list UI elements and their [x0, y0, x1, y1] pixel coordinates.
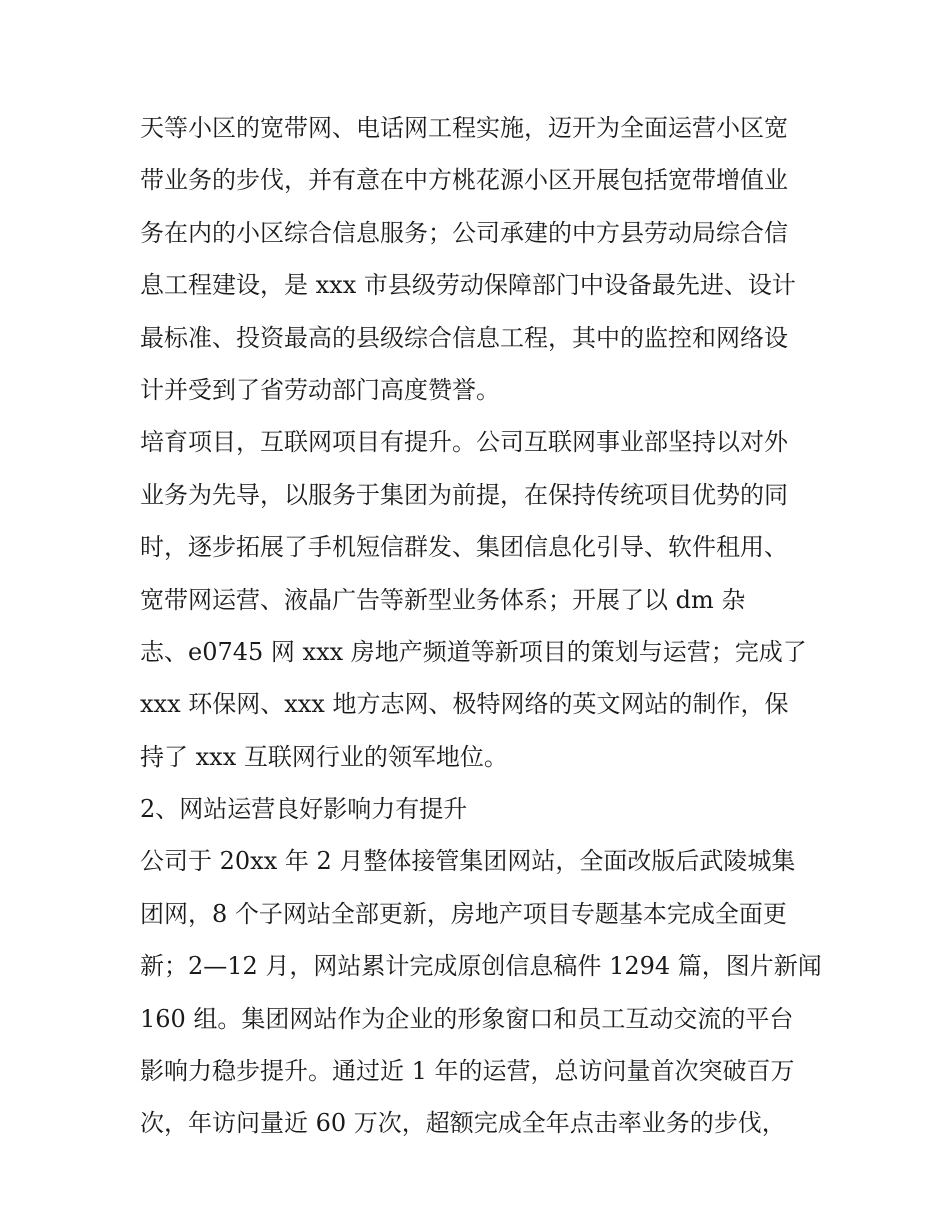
text-line: 持了 xxx 互联网行业的领军地位。 [140, 742, 508, 771]
text-line: 志、e0745 网 xxx 房地产频道等新项目的策划与运营；完成了 [140, 637, 807, 666]
text-line: 公司于 20xx 年 2 月整体接管集团网站，全面改版后武陵城集 [140, 847, 796, 876]
text-line: 160 组。集团网站作为企业的形象窗口和员工互动交流的平台 [140, 1004, 794, 1033]
text-line: 业务为先导，以服务于集团为前提，在保持传统项目优势的同 [140, 480, 788, 509]
text-line: 天等小区的宽带网、电话网工程实施，迈开为全面运营小区宽 [140, 114, 788, 142]
text-line: 影响力稳步提升。通过近 1 年的运营，总访问量首次突破百万 [140, 1057, 795, 1086]
text-line: 务在内的小区综合信息服务；公司承建的中方县劳动局综合信 [140, 218, 788, 247]
text-line: 计并受到了省劳动部门高度赞誉。 [140, 375, 500, 404]
section-heading: 2、网站运营良好影响力有提升 [140, 795, 468, 824]
text-line: 息工程建设，是 xxx 市县级劳动保障部门中设备最先进、设计 [140, 271, 796, 300]
body-text [140, 102, 840, 1150]
text-line: 带业务的步伐，并有意在中方桃花源小区开展包括宽带增值业 [140, 166, 788, 195]
text-line: 最标准、投资最高的县级综合信息工程，其中的监控和网络设 [140, 323, 788, 352]
text-line: 时，逐步拓展了手机短信群发、集团信息化引导、软件租用、 [140, 533, 788, 562]
text-line: 团网，8 个子网站全部更新，房地产项目专题基本完成全面更 [140, 899, 787, 928]
text-line: 次，年访问量近 60 万次，超额完成全年点击率业务的步伐， [140, 1109, 786, 1138]
text-line: 新；2—12 月，网站累计完成原创信息稿件 1294 篇，图片新闻 [140, 952, 822, 981]
text-line: xxx 环保网、xxx 地方志网、极特网络的英文网站的制作，保 [140, 690, 789, 719]
text-line: 宽带网运营、液晶广告等新型业务体系；开展了以 dm 杂 [140, 585, 746, 614]
text-line: 培育项目，互联网项目有提升。公司互联网事业部坚持以对外 [140, 428, 788, 457]
